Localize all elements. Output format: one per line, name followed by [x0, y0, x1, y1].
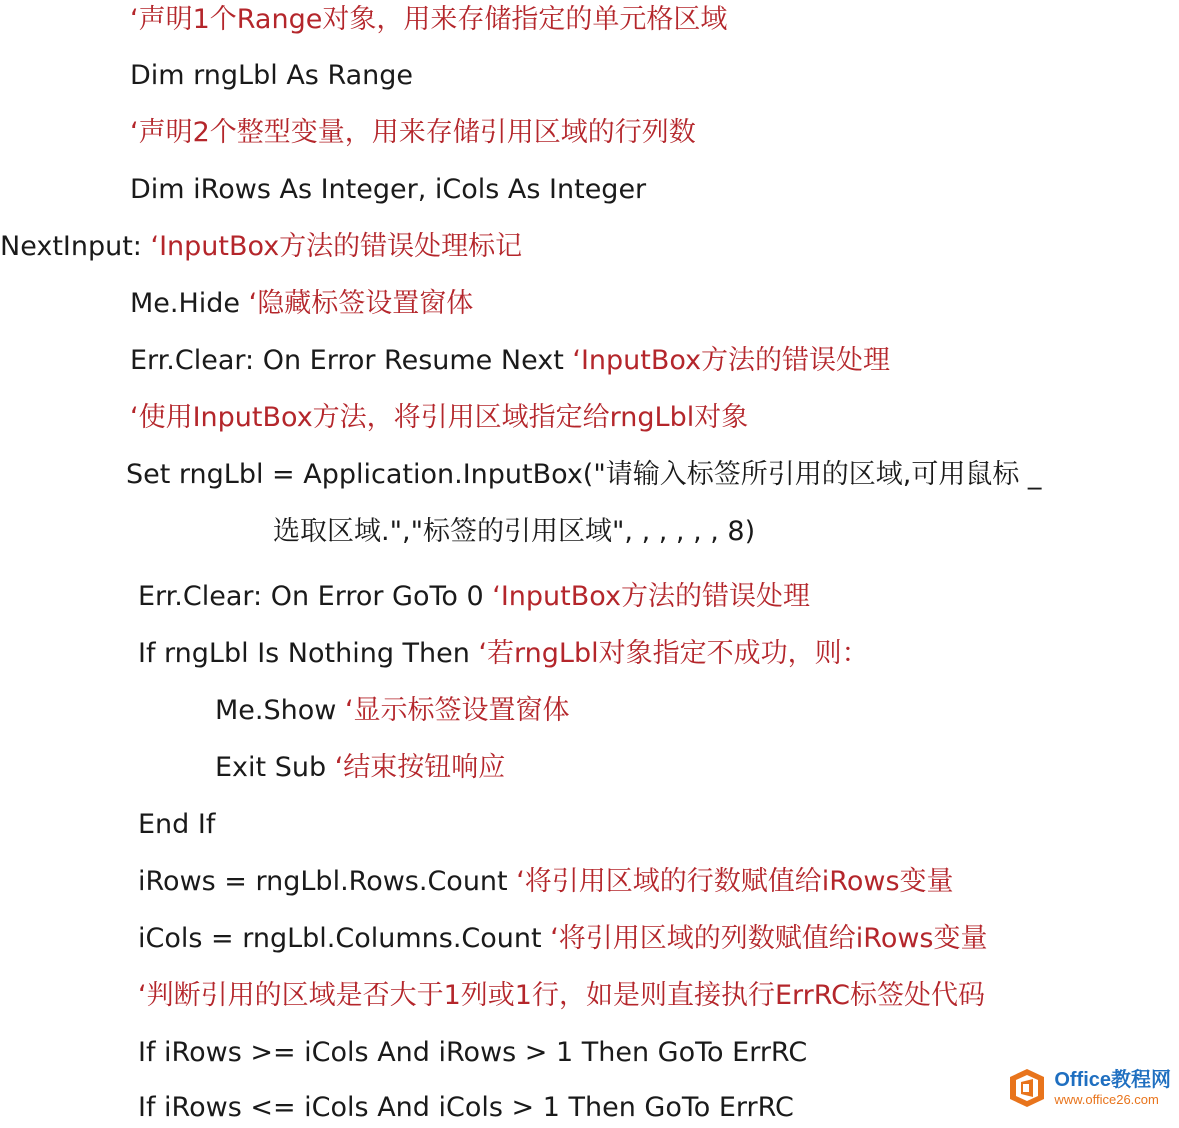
comment-text: ‘将引用区域的行数赋值给iRows变量 — [516, 866, 954, 897]
comment-text: ‘声明1个Range对象，用来存储指定的单元格区域 — [130, 4, 728, 35]
code-line — [130, 56, 413, 96]
comment-text: ‘InputBox方法的错误处理标记 — [150, 231, 523, 262]
code-text: iCols = rngLbl.Columns.Count — [138, 923, 551, 954]
comment-text: ‘将引用区域的列数赋值给iRows变量 — [550, 923, 988, 954]
code-text: Me.Hide — [130, 288, 249, 319]
code-line — [0, 227, 522, 267]
watermark-text — [1054, 1070, 1171, 1106]
comment-text: ‘使用InputBox方法，将引用区域指定给rngLbl对象 — [130, 402, 749, 433]
code-text: End If — [138, 809, 216, 840]
code-text: Err.Clear: On Error Resume Next — [130, 345, 573, 376]
code-line — [130, 341, 890, 381]
code-text: If rngLbl Is Nothing Then — [138, 638, 479, 669]
comment-text: ‘结束按钮响应 — [334, 752, 506, 783]
code-line — [130, 398, 748, 438]
code-line — [130, 0, 727, 40]
comment-text: ‘声明2个整型变量，用来存储引用区域的行列数 — [130, 117, 696, 148]
code-line — [138, 577, 810, 617]
comment-text: ‘隐藏标签设置窗体 — [248, 288, 474, 319]
code-line — [138, 1033, 807, 1073]
code-line — [130, 113, 696, 153]
code-line — [138, 805, 215, 845]
code-text: Err.Clear: On Error GoTo 0 — [138, 581, 493, 612]
office-logo-icon — [1006, 1067, 1048, 1109]
code-text: Dim iRows As Integer, iCols As Integer — [130, 174, 647, 205]
code-line — [138, 919, 988, 959]
code-text: Me.Show — [215, 695, 345, 726]
code-text: Set rngLbl = Application.InputBox("请输入标签所引用的区域,可用鼠标 _ — [126, 459, 1042, 490]
code-text: Dim rngLbl As Range — [130, 60, 414, 91]
code-line — [138, 862, 954, 902]
code-line — [138, 1088, 794, 1128]
comment-text: ‘若rngLbl对象指定不成功，则： — [478, 638, 869, 669]
code-line — [215, 691, 570, 731]
code-text: NextInput: — [0, 231, 151, 262]
code-text: Exit Sub — [215, 752, 335, 783]
code-line — [273, 512, 755, 552]
code-line — [126, 455, 1041, 495]
code-line — [130, 170, 646, 210]
comment-text: ‘InputBox方法的错误处理 — [492, 581, 810, 612]
code-text: 选取区域.","标签的引用区域", , , , , , 8) — [273, 516, 756, 547]
comment-text: ‘判断引用的区域是否大于1列或1行，如是则直接执行ErrRC标签处代码 — [138, 980, 985, 1011]
code-text: If iRows <= iCols And iCols > 1 Then GoTo ErrRC — [138, 1092, 794, 1123]
watermark — [1006, 1062, 1171, 1114]
code-line — [130, 284, 473, 324]
code-line — [138, 634, 869, 674]
code-text: iRows = rngLbl.Rows.Count — [138, 866, 517, 897]
comment-text: ‘显示标签设置窗体 — [344, 695, 570, 726]
watermark-url: www.office26.com — [1054, 1092, 1159, 1107]
comment-text: ‘InputBox方法的错误处理 — [572, 345, 891, 376]
watermark-title: Office教程网 — [1054, 1069, 1171, 1091]
code-line — [215, 748, 505, 788]
code-line — [138, 976, 985, 1016]
code-text: If iRows >= iCols And iRows > 1 Then GoTo ErrRC — [138, 1037, 808, 1068]
